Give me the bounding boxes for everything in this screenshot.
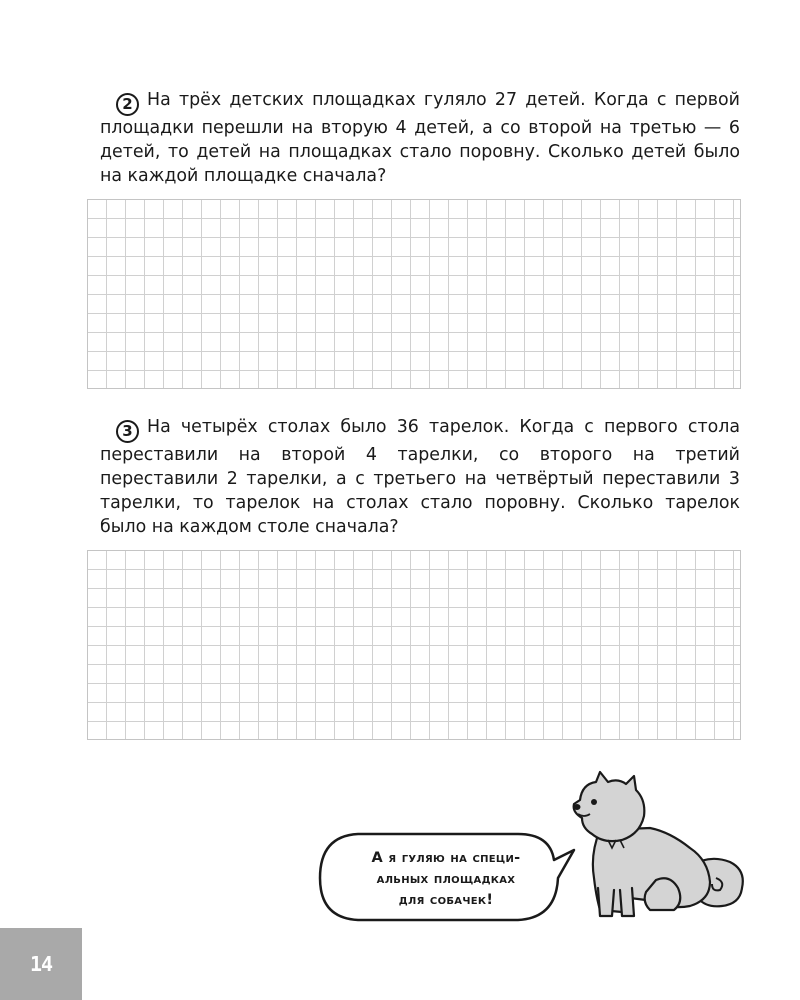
pomeranian-dog-icon	[560, 770, 750, 922]
speech-line-1: А я гуляю на специ-	[371, 850, 521, 866]
task-3-text: На четырёх столах было 36 тарелок. Когда с первого стола переставили на второй 4 тарелки, со второго на третий переставили 2 тарелки, а с третьего на четвёртый переставили 3 тарелки, то тарелок на столах стало поровну. Сколько тарелок было на каждом столе сначала?	[100, 417, 740, 537]
task-number-badge: 3	[116, 420, 139, 443]
task-3	[100, 415, 740, 539]
speech-line-2: альных площадках	[376, 871, 516, 887]
speech-line-3: для собачек!	[398, 892, 494, 908]
page-number: 14	[0, 928, 82, 1000]
speech-bubble	[318, 830, 566, 922]
dog-illustration	[560, 770, 750, 926]
task-number-badge: 2	[116, 93, 139, 116]
speech-bubble-text	[336, 848, 556, 911]
answer-grid-task-2[interactable]	[87, 199, 741, 389]
answer-grid-task-3[interactable]	[87, 550, 741, 740]
task-2-text: На трёх детских площадках гуляло 27 детей. Когда с первой площадки перешли на вторую 4 детей, а со второй на третью — 6 детей, то детей на площадках стало поровну. Сколько детей было на каждой площадке сначала?	[100, 90, 740, 186]
task-2	[100, 88, 740, 188]
